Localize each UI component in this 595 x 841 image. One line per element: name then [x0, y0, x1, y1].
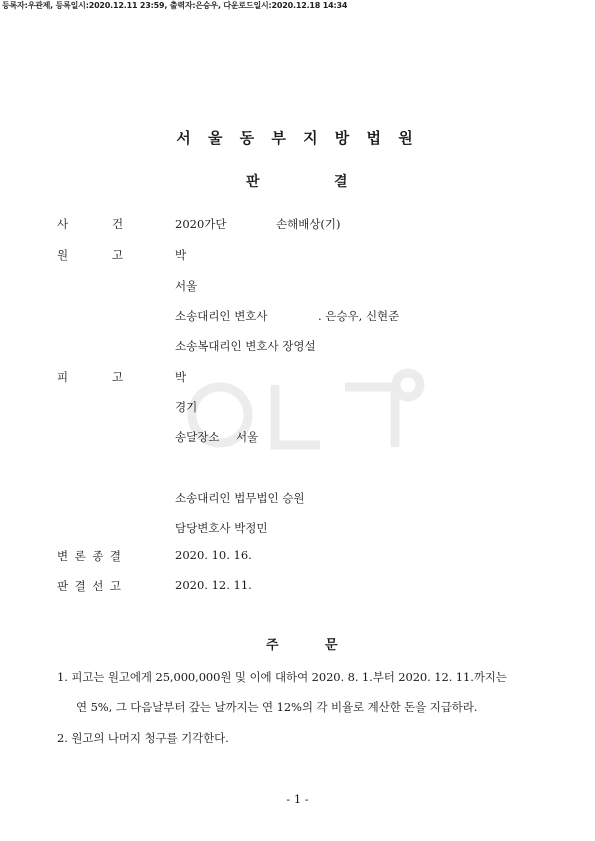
- judgment-date-label: [57, 578, 121, 594]
- closing-label-char: 결: [109, 549, 121, 563]
- doc-type-left: 판: [246, 174, 260, 190]
- judgment-date: 2020. 12. 11.: [175, 578, 252, 592]
- order-item-1-line-1: 1. 피고는 원고에게 25,000,000원 및 이에 대하여 2020. 8. 1.부터 2020. 12. 11.까지는: [57, 670, 507, 684]
- order-item-1-line-2: 연 5%, 그 다음날부터 갚는 날까지는 연 12%의 각 비율로 계산한 돈을 지급하라.: [76, 700, 478, 714]
- judgment-label-char: 판: [57, 579, 69, 593]
- download-stamp: 등록자:우관제, 등록일시:2020.12.11 23:59, 출력자:은승우, 다운로드일시:2020.12.18 14:34: [2, 1, 348, 10]
- case-label-b: 건: [112, 217, 124, 231]
- doc-type-right: 결: [334, 174, 348, 190]
- defendant-label-b: 고: [112, 370, 124, 384]
- closing-label-char: 론: [74, 549, 86, 563]
- closing-arguments-date: 2020. 10. 16.: [175, 548, 252, 562]
- defendant-label-a: 피: [57, 370, 69, 384]
- plaintiff-name: 박: [175, 248, 187, 262]
- defendant-address: 경기: [175, 400, 198, 414]
- plaintiff-label-a: 원: [57, 248, 69, 262]
- page-number: - 1 -: [286, 792, 309, 806]
- judgment-label-char: 결: [74, 579, 86, 593]
- closing-label-char: 종: [92, 549, 104, 563]
- judgment-label-char: 선: [92, 579, 104, 593]
- plaintiff-address: 서울: [175, 279, 198, 293]
- defendant-name: 박: [175, 370, 187, 384]
- plaintiff-attorney-names: . 은승우, 신현준: [318, 309, 400, 323]
- defendant-attorney: 소송대리인 법무법인 승원: [175, 491, 305, 505]
- court-name: 서 울 동 부 지 방 법 원: [176, 129, 419, 147]
- watermark-logo: [180, 365, 430, 475]
- order-heading-left: 주: [266, 638, 279, 653]
- defendant-service-label: 송달장소: [175, 430, 220, 444]
- closing-label-char: 변: [57, 549, 69, 563]
- judgment-label-char: 고: [109, 579, 121, 593]
- case-number: 2020가단: [175, 217, 227, 231]
- defendant-service-address: 서울: [236, 430, 259, 444]
- case-label-a: 사: [57, 217, 69, 231]
- order-heading-right: 문: [325, 638, 338, 653]
- defendant-attorney-in-charge: 담당변호사 박정민: [175, 521, 268, 535]
- order-item-2: 2. 원고의 나머지 청구를 기각한다.: [57, 731, 229, 745]
- closing-arguments-label: [57, 548, 121, 564]
- plaintiff-attorney-label: 소송대리인 변호사: [175, 309, 268, 323]
- case-title: 손해배상(기): [276, 217, 341, 231]
- plaintiff-sub-attorney: 소송복대리인 변호사 장영설: [175, 339, 316, 353]
- plaintiff-label-b: 고: [112, 248, 124, 262]
